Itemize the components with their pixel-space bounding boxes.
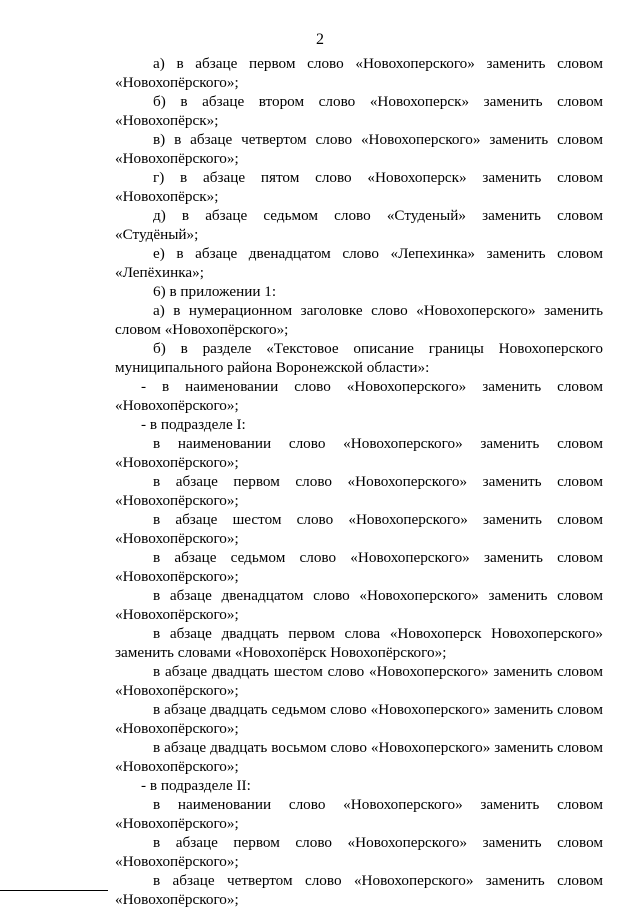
- paragraph-section-name: - в наименовании слово «Новохоперского» заменить словом «Новохопёрского»;: [115, 378, 603, 414]
- paragraph-sub1-twenty-sixth: в абзаце двадцать шестом слово «Новохоперского» заменить словом «Новохопёрского»;: [115, 663, 603, 699]
- page-number: 2: [316, 31, 324, 48]
- paragraph-appendix-1: 6) в приложении 1:: [153, 283, 277, 300]
- paragraph-sub1-seventh: в абзаце седьмом слово «Новохоперского» заменить словом «Новохопёрского»;: [115, 549, 603, 585]
- footer-rule: [0, 890, 108, 891]
- paragraph-e-twelfth-abzac: е) в абзаце двенадцатом слово «Лепехинка» заменить словом «Лепёхинка»;: [115, 245, 603, 281]
- paragraph-sub1-name: в наименовании слово «Новохоперского» заменить словом «Новохопёрского»;: [115, 435, 603, 471]
- paragraph-sub1-twenty-eighth: в абзаце двадцать восьмом слово «Новохоперского» заменить словом «Новохопёрского»;: [115, 739, 603, 775]
- paragraph-d-seventh-abzac: д) в абзаце седьмом слово «Студеный» заменить словом «Студёный»;: [115, 207, 603, 243]
- paragraph-a-first-abzac: а) в абзаце первом слово «Новохоперского» заменить словом «Новохопёрского»;: [115, 55, 603, 91]
- document-body: [115, 54, 603, 909]
- paragraph-subsection-1: - в подразделе I:: [141, 416, 246, 433]
- paragraph-numbering-header: а) в нумерационном заголовке слово «Новохоперского» заменить словом «Новохопёрского»;: [115, 302, 603, 338]
- paragraph-sub1-twenty-seventh: в абзаце двадцать седьмом слово «Новохоперского» заменить словом «Новохопёрского»;: [115, 701, 603, 737]
- paragraph-sub1-twenty-first: в абзаце двадцать первом слова «Новохоперск Новохоперского» заменить словами «Новохопёрск Новохопёрского»;: [115, 625, 603, 661]
- paragraph-sub2-fourth: в абзаце четвертом слово «Новохоперского» заменить словом «Новохопёрского»;: [115, 872, 603, 908]
- paragraph-v-fourth-abzac: в) в абзаце четвертом слово «Новохоперского» заменить словом «Новохопёрского»;: [115, 131, 603, 167]
- paragraph-subsection-2: - в подразделе II:: [141, 777, 251, 794]
- paragraph-sub1-first: в абзаце первом слово «Новохоперского» заменить словом «Новохопёрского»;: [115, 473, 603, 509]
- paragraph-g-fifth-abzac: г) в абзаце пятом слово «Новохоперск» заменить словом «Новохопёрск»;: [115, 169, 603, 205]
- paragraph-b-second-abzac: б) в абзаце втором слово «Новохоперск» заменить словом «Новохопёрск»;: [115, 93, 603, 129]
- paragraph-sub2-first: в абзаце первом слово «Новохоперского» заменить словом «Новохопёрского»;: [115, 834, 603, 870]
- paragraph-sub2-name: в наименовании слово «Новохоперского» заменить словом «Новохопёрского»;: [115, 796, 603, 832]
- paragraph-sub1-twelfth: в абзаце двенадцатом слово «Новохоперского» заменить словом «Новохопёрского»;: [115, 587, 603, 623]
- paragraph-sub1-sixth: в абзаце шестом слово «Новохоперского» заменить словом «Новохопёрского»;: [115, 511, 603, 547]
- paragraph-section-description: б) в разделе «Текстовое описание границы Новохоперского муниципального района Воронежской области»:: [115, 340, 603, 376]
